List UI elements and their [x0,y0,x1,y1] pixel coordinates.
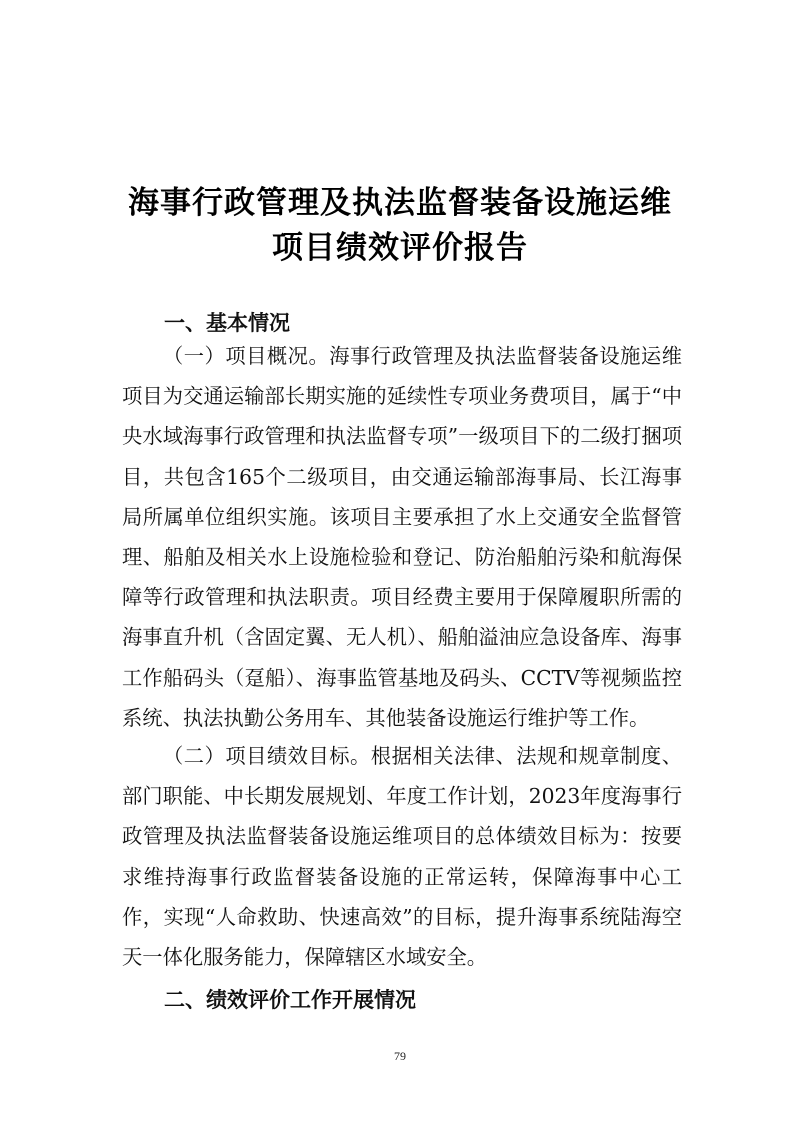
section-heading-evaluation-work: 二、绩效评价工作开展情况 [164,988,416,1012]
section-heading-basic-info: 一、基本情况 [164,311,290,335]
document-title-line-1: 海事行政管理及执法监督装备设施运维 [128,185,672,221]
page-number: 79 [394,1049,406,1063]
document-title-line-2: 项目绩效评价报告 [272,230,528,266]
paragraph-project-overview: （一）项目概况。海事行政管理及执法监督装备设施运维项目为交通运输部长期实施的延续性专项业务费项目，属于“中央水域海事行政管理和执法监督专项”一级项目下的二级打捆项目，共包含165个二级项目，由交通运输部海事局、长江海事局所属单位组织实施。该项目主要承担了水上交通安全监督管理、船舶及相关水上设施检验和登记、防治船舶污染和航海保障等行政管理和执法职责。项目经费主要用于保障履职所需的海事直升机（含固定翼、无人机）、船舶溢油应急设备库、海事工作船码头（趸船）、海事监管基地及码头、CCTV等视频监控系统、执法执勤公务用车、其他装备设施运行维护等工作。 [122,344,682,730]
paragraph-performance-goals: （二）项目绩效目标。根据相关法律、法规和规章制度、部门职能、中长期发展规划、年度工作计划，2023年度海事行政管理及执法监督装备设施运维项目的总体绩效目标为：按要求维持海事行政监督装备设施的正常运转，保障海事中心工作，实现“人命救助、快速高效”的目标，提升海事系统陆海空天一体化服务能力，保障辖区水域安全。 [122,744,682,970]
